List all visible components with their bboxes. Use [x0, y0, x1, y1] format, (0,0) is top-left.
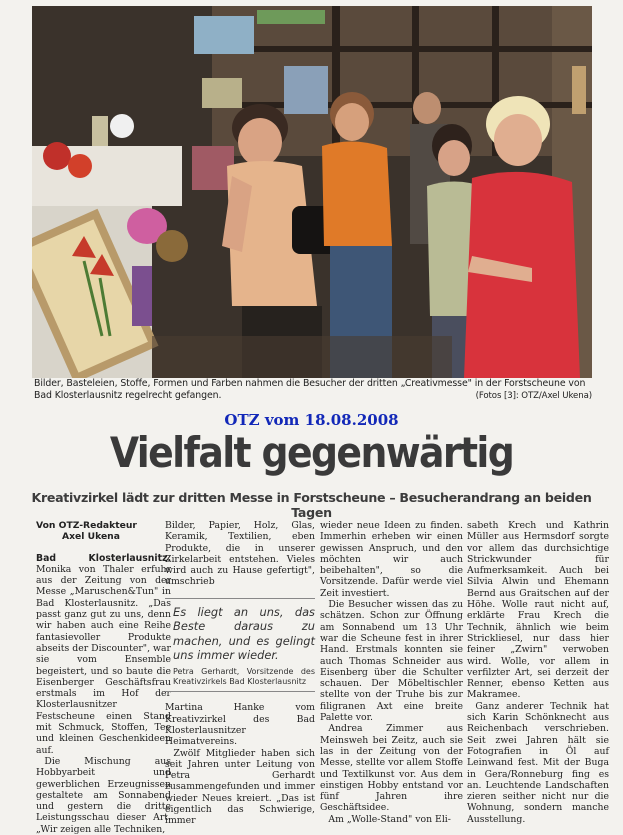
paragraph: Ganz anderer Technik hat sich Karin Schönknecht aus Reichenbach verschrieben. Seit zwei Jahren hält sie Fotografien in Öl auf Leinwand fest. Mit der Buga in Gera/Ronneburg fing es an. Leuchtende Landschaften zieren seither nicht nur die Wohnung, sondern manche Ausstellung.	[467, 700, 609, 825]
caption-text: Bilder, Basteleien, Stoffe, Formen und Farben nahmen die Besucher der dritten „Creativmesse" in der Forstscheune von Bad Klosterlausnitz regelrecht gefangen.	[34, 378, 586, 402]
dateline: Bad Klosterlausnitz.	[36, 552, 171, 564]
photo-caption	[34, 378, 594, 403]
paragraph	[36, 553, 171, 756]
paragraph: Zwölf Mitglieder haben sich seit Jahren unter Leitung von Petra Gerhardt zusammengefunden und immer wieder Neues kreiert. „Das ist eigentlich das Schwierige, immer	[165, 747, 315, 827]
article-column-2	[165, 520, 315, 827]
article-photo	[32, 6, 592, 378]
paragraph: Martina Hanke vom Kreativzirkel des Bad Klosterlausnitzer Heimatvereins.	[165, 702, 315, 748]
paragraph: Bilder, Papier, Holz, Glas, Keramik, Textilien, eben Produkte, die in unserer Zirkelarbeit entstehen. Vieles wird auch zu Hause gefertigt", umschrieb	[165, 520, 315, 588]
pull-quote-text: Es liegt an uns, das Beste daraus zu machen, und es gelingt uns immer wieder.	[173, 604, 315, 662]
paragraph: Am „Wolle-Stand" von Eli-	[328, 813, 451, 825]
article-column-1	[36, 520, 171, 835]
paragraph: Andrea Zimmer aus Meinsweh bei Zeitz, auch sie las in der Zeitung von der Messe, stellte vor allem Stoffe und Textilkunst vor. Aus dem einstigen Hobby entstand vor fünf Jahren ihre Geschäftsidee.	[320, 723, 463, 814]
byline-line-1: Von OTZ-Redakteur	[36, 520, 137, 531]
subheadline: Kreativzirkel lädt zur dritten Messe in Forstscheune – Besucherandrang an beiden Tagen	[31, 490, 592, 520]
photo-credit: (Fotos [3]: OTZ/Axel Ukena)	[475, 391, 592, 401]
pull-quote	[165, 598, 315, 693]
article-column-3	[320, 520, 463, 825]
paragraph-text: Monika von Thaler erfuhr aus der Zeitung von der Messe „Maruschen&Tun" in Bad Klosterlausnitz. „Das passt ganz gut zu uns, denn wir haben auch eine Reihe fantasievoller Produkte abseits der Discounter", war sie vom Ensemble begeistert, und so baute die Eisenberger Geschäftsfrau erstmals im Hof der Klosterlausnitzer Festscheune einen Stand mit Schmuck, Stoffen, Tee und kleinen Geschenkideen auf.	[36, 563, 171, 756]
byline	[36, 520, 171, 543]
paragraph: wieder neue Ideen zu finden. Immerhin erheben wir einen gewissen Anspruch, und den möchten wir auch beibehalten", so die Vorsitzende. Dafür werde viel Zeit investiert.	[320, 520, 463, 599]
paragraph: Die Besucher wissen das zu schätzen. Schon zur Öffnung am Sonnabend um 13 Uhr war die Scheune fest in ihrer Hand. Erstmals konnten sie auch Thomas Schneider aus Eisenberg über die Schulter schauen. Der Möbeltischler stellte von der Truhe bis zur filigranen Axt eine breite Palette vor.	[320, 599, 463, 724]
article-column-4	[467, 520, 609, 825]
paragraph: Die Mischung aus Hobbyarbeit und gewerblichen Erzeugnissen gestaltete am Sonnabend und gestern die dritte Leistungsschau dieser Art. „Wir zeigen alle Techniken,	[36, 755, 171, 835]
paragraph: sabeth Krech und Kathrin Müller aus Hermsdorf sorgte vor allem das durchsichtige Strickwunder für Aufmerksamkeit. Auch bei Silvia Alwin und Ehemann Bernd aus Graitschen auf der Höhe. Wolle raut nicht auf, erklärte Frau Krech die Technik, ähnlich wie beim Strickliesel, nur dass hier feiner „Zwirn" verwoben wird. Wolle, vor allem in verfilzter Art, sei derzeit der Renner, ebenso Ketten aus Makramee.	[467, 520, 609, 701]
headline: Vielfalt gegenwärtig	[109, 428, 514, 477]
source-line: OTZ vom 18.08.2008	[224, 411, 399, 429]
byline-line-2: Axel Ukena	[62, 531, 120, 543]
pull-quote-attribution: Petra Gerhardt, Vorsitzende des Kreativzirkels Bad Klosterlausnitz	[173, 667, 315, 686]
